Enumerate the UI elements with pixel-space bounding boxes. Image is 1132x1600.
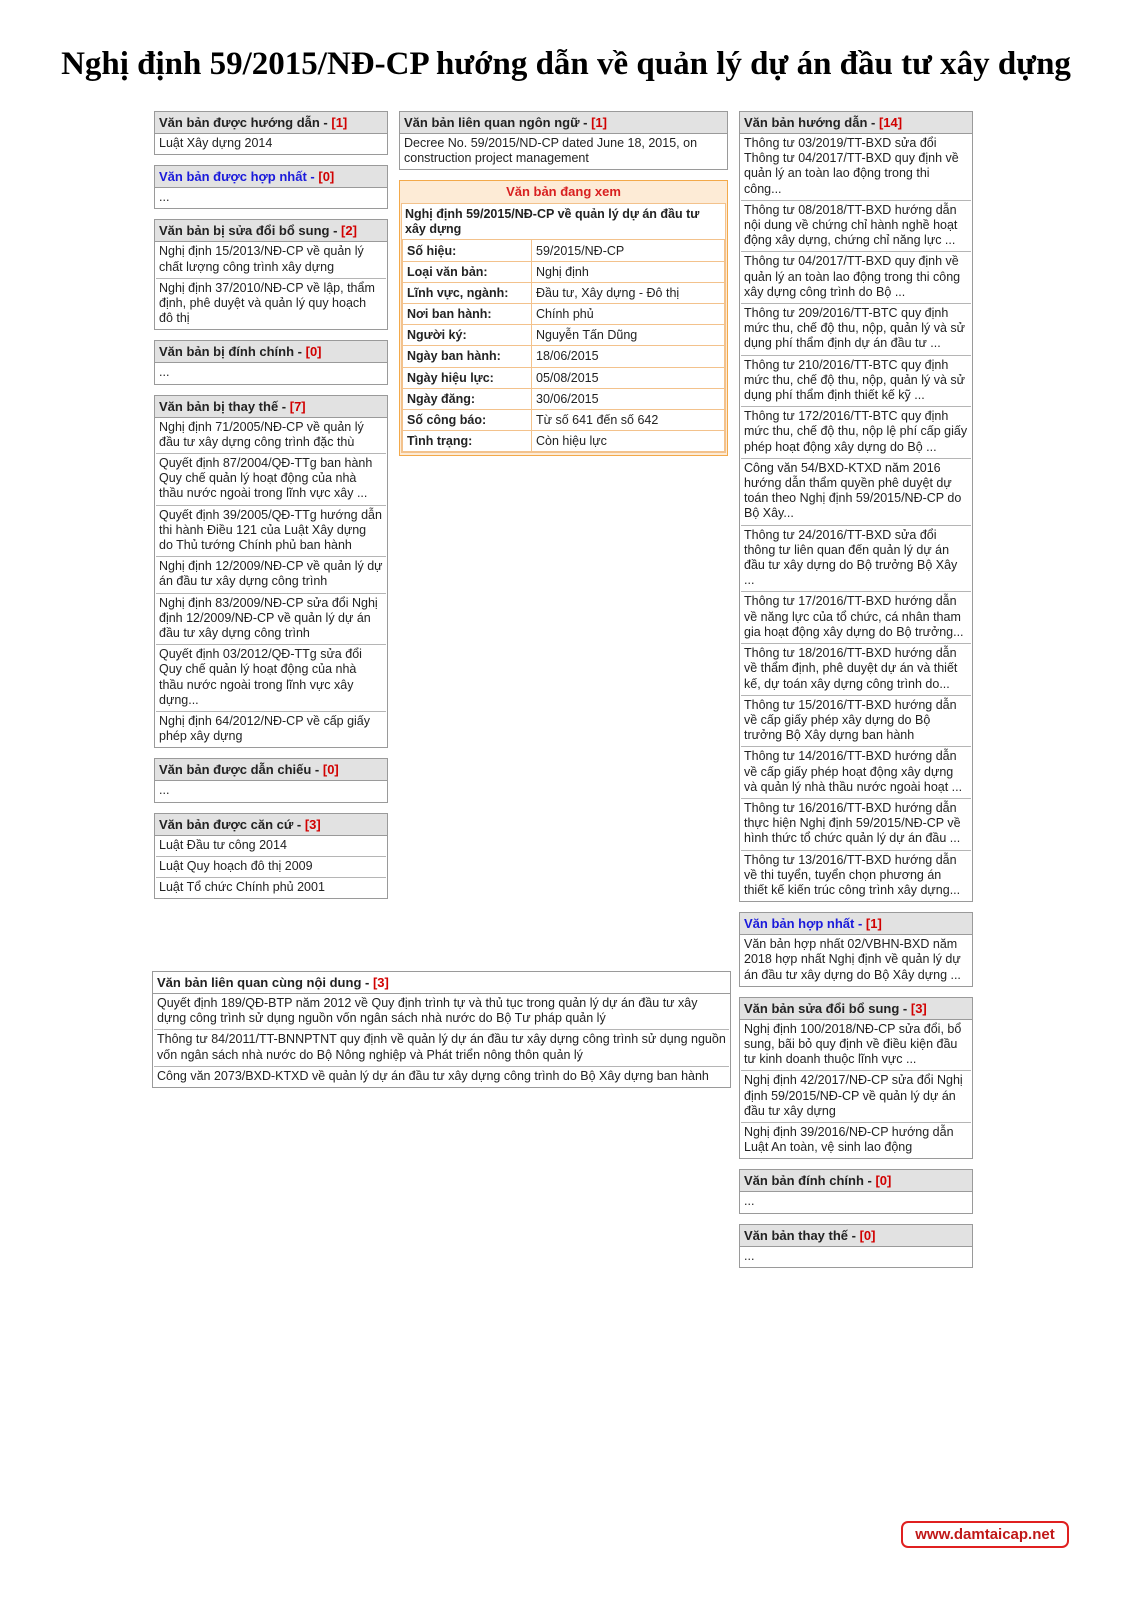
list-item[interactable]: Thông tư 209/2016/TT-BTC quy định mức thu, chế độ thu, nộp, quản lý và sử dụng phí thẩm định dự án đầu tư ... [741, 304, 971, 356]
list-item[interactable]: Luật Tổ chức Chính phủ 2001 [159, 880, 325, 895]
list-item[interactable]: Luật Đầu tư công 2014 [156, 836, 386, 857]
list-item[interactable]: Công văn 54/BXD-KTXD năm 2016 hướng dẫn thẩm quyền phê duyệt dự toán theo Nghị định 59/2015/NĐ-CP do Bộ Xây... [741, 459, 971, 526]
section-header: Văn bản được dẫn chiếu - [0] [155, 759, 387, 781]
section-correcting-docs [739, 1169, 973, 1213]
list-item[interactable]: Công văn 2073/BXD-KTXD về quản lý dự án đầu tư xây dựng công trình do Bộ Xây dựng ban hành [157, 1068, 709, 1083]
list-item[interactable]: Nghị định 83/2009/NĐ-CP sửa đổi Nghị định 12/2009/NĐ-CP về quản lý dự án đầu tư xây dựng công trình [156, 594, 386, 646]
list-item[interactable]: Thông tư 04/2017/TT-BXD quy định về quản lý an toàn lao động trong thi công xây dựng công trình do Bộ ... [741, 252, 971, 304]
list-item[interactable]: Thông tư 24/2016/TT-BXD sửa đổi thông tư liên quan đến quản lý dự án đầu tư xây dựng do Bộ trưởng Bộ Xây ... [741, 526, 971, 593]
section-language-docs [399, 111, 728, 170]
section-header: Văn bản bị đính chính - [0] [155, 341, 387, 363]
list-item[interactable]: Thông tư 84/2011/TT-BNNPTNT quy định về quản lý dự án đầu tư xây dựng công trình sử dụng nguồn vốn ngân sách nhà nước do Bộ Nông nghiệp và Phát triển nông thôn quản lý [154, 1030, 729, 1066]
section-header: Văn bản được căn cứ - [3] [155, 814, 387, 836]
info-row: Loại văn bản: Nghị định [403, 261, 725, 282]
current-document-body [401, 203, 726, 453]
section-header: Văn bản hướng dẫn - [14] [740, 112, 972, 134]
list-item[interactable]: Thông tư 17/2016/TT-BXD hướng dẫn về năng lực của tổ chức, cá nhân tham gia hoạt động xây dựng do Bộ trưởng... [741, 592, 971, 644]
section-guided-docs [154, 111, 388, 155]
current-document-header: Văn bản đang xem [506, 184, 621, 200]
list-item[interactable]: Văn bản hợp nhất 02/VBHN-BXD năm 2018 hợp nhất Nghị định về quản lý dự án đầu tư xây dựng do Bộ Xây dựng ... [744, 937, 961, 982]
info-row: Số công báo: Từ số 641 đến số 642 [403, 409, 725, 430]
section-guiding-docs [739, 111, 973, 902]
related-content-column [152, 971, 731, 1098]
list-item[interactable]: Quyết định 87/2004/QĐ-TTg ban hành Quy chế quản lý hoạt động của nhà thầu nước ngoài trong lĩnh vực xây ... [156, 454, 386, 506]
list-item[interactable]: Nghị định 71/2005/NĐ-CP về quản lý đầu tư xây dựng công trình đặc thù [156, 418, 386, 454]
section-header: Văn bản hợp nhất - [1] [740, 913, 972, 935]
section-header: Văn bản bị sửa đổi bổ sung - [2] [155, 220, 387, 242]
info-row: Ngày hiệu lực: 05/08/2015 [403, 367, 725, 388]
info-row: Nơi ban hành: Chính phủ [403, 303, 725, 324]
list-item[interactable]: Luật Xây dựng 2014 [159, 136, 273, 150]
info-row: Tình trạng: Còn hiệu lực [403, 431, 725, 452]
section-header: Văn bản được hướng dẫn - [1] [155, 112, 387, 134]
list-item[interactable]: Nghị định 100/2018/NĐ-CP sửa đổi, bổ sung, bãi bỏ quy định về điều kiện đầu tư kinh doanh thuộc lĩnh vực ... [741, 1020, 971, 1072]
list-item[interactable]: Nghị định 64/2012/NĐ-CP về cấp giấy phép xây dựng [159, 714, 371, 744]
list-item[interactable]: Decree No. 59/2015/ND-CP dated June 18, 2015, on construction project management [404, 136, 698, 166]
list-item[interactable]: Thông tư 08/2018/TT-BXD hướng dẫn nội dung về chứng chỉ hành nghề hoạt động xây dựng, chứng chỉ năng lực ... [741, 201, 971, 253]
list-item[interactable]: Luật Quy hoạch đô thị 2009 [156, 857, 386, 878]
section-header: Văn bản thay thế - [0] [740, 1225, 972, 1247]
list-item: ... [744, 1248, 755, 1263]
section-header: Văn bản liên quan cùng nội dung - [3] [153, 972, 730, 994]
section-replaced-docs [154, 395, 388, 749]
list-item[interactable]: Nghị định 37/2010/NĐ-CP về lập, thẩm định, phê duyệt và quản lý quy hoạch đô thị [159, 280, 375, 326]
section-header: Văn bản sửa đổi bổ sung - [3] [740, 998, 972, 1020]
section-consolidated-docs [154, 165, 388, 209]
document-info-table [402, 239, 725, 452]
list-item[interactable]: Quyết định 39/2005/QĐ-TTg hướng dẫn thi hành Điều 121 của Luật Xây dựng do Thủ tướng Chính phủ ban hành [156, 506, 386, 558]
list-item[interactable]: Thông tư 14/2016/TT-BXD hướng dẫn về cấp giấy phép hoạt động xây dựng và quản lý nhà thầu nước ngoài hoạt ... [741, 747, 971, 799]
list-item: ... [744, 1194, 755, 1209]
section-replacing-docs [739, 1224, 973, 1268]
section-amending-docs [739, 997, 973, 1160]
current-document-panel [399, 180, 728, 456]
list-item[interactable]: Thông tư 15/2016/TT-BXD hướng dẫn về cấp giấy phép xây dựng do Bộ trưởng Bộ Xây dựng ban hành [741, 696, 971, 748]
list-item: ... [159, 365, 170, 380]
list-item[interactable]: Thông tư 03/2019/TT-BXD sửa đổi Thông tư 04/2017/TT-BXD quy định về quản lý an toàn lao động trong thi công... [741, 134, 971, 201]
section-header: Văn bản bị thay thế - [7] [155, 396, 387, 418]
list-item[interactable]: Nghị định 39/2016/NĐ-CP hướng dẫn Luật An toàn, vệ sinh lao động [744, 1124, 954, 1155]
list-item[interactable]: Nghị định 15/2013/NĐ-CP về quản lý chất lượng công trình xây dựng [156, 242, 386, 278]
list-item[interactable]: Nghị định 42/2017/NĐ-CP sửa đổi Nghị định 59/2015/NĐ-CP về quản lý dự án đầu tư xây dựng [741, 1071, 971, 1123]
list-item[interactable]: Thông tư 172/2016/TT-BTC quy định mức thu, chế độ thu, nộp lệ phí cấp giấy phép hoạt động xây dựng do Bộ ... [741, 407, 971, 459]
section-amended-docs [154, 219, 388, 330]
list-item[interactable]: Thông tư 16/2016/TT-BXD hướng dẫn thực hiện Nghị định 59/2015/NĐ-CP về hình thức tổ chức quản lý dự án đầu ... [741, 799, 971, 851]
info-row: Lĩnh vực, ngành: Đầu tư, Xây dựng - Đô thị [403, 282, 725, 303]
middle-column [399, 111, 728, 456]
info-row: Người ký: Nguyễn Tấn Dũng [403, 325, 725, 346]
page-title: Nghị định 59/2015/NĐ-CP hướng dẫn về quản lý dự án đầu tư xây dựng [61, 46, 1071, 82]
list-item[interactable]: Quyết định 03/2012/QĐ-TTg sửa đổi Quy chế quản lý hoạt động của nhà thầu nước ngoài trong lĩnh vực xây dựng... [156, 645, 386, 712]
section-header: Văn bản đính chính - [0] [740, 1170, 972, 1192]
list-item: ... [159, 783, 170, 798]
right-column [739, 111, 973, 1278]
section-header: Văn bản được hợp nhất - [0] [155, 166, 387, 188]
list-item[interactable]: Thông tư 18/2016/TT-BXD hướng dẫn về thẩm định, phê duyệt dự án và thiết kế, dự toán xây dựng công trình do... [741, 644, 971, 696]
list-item[interactable]: Thông tư 210/2016/TT-BTC quy định mức thu, chế độ thu, nộp, quản lý và sử dụng phí thẩm định thiết kế kỹ ... [741, 356, 971, 408]
section-related-content-docs [152, 971, 731, 1088]
section-corrected-docs [154, 340, 388, 384]
section-consolidating-docs [739, 912, 973, 987]
section-header: Văn bản liên quan ngôn ngữ - [1] [400, 112, 727, 134]
info-row: Ngày đăng: 30/06/2015 [403, 388, 725, 409]
list-item[interactable]: Thông tư 13/2016/TT-BXD hướng dẫn về thi tuyển, tuyển chọn phương án thiết kế kiến trúc công trình xây dựng... [744, 852, 961, 897]
current-document-title: Nghị định 59/2015/NĐ-CP về quản lý dự án đầu tư xây dựng [405, 207, 700, 237]
left-column [154, 111, 388, 909]
section-referenced-docs [154, 758, 388, 802]
site-watermark: www.damtaicap.net [901, 1521, 1069, 1548]
list-item[interactable]: Quyết định 189/QĐ-BTP năm 2012 về Quy định trình tự và thủ tục trong quản lý dự án đầu tư xây dựng công trình sử dụng nguồn vốn ngân sách nhà nước do Bộ Tư pháp quản lý [154, 994, 729, 1030]
info-row: Ngày ban hành: 18/06/2015 [403, 346, 725, 367]
list-item[interactable]: Nghị định 12/2009/NĐ-CP về quản lý dự án đầu tư xây dựng công trình [156, 557, 386, 593]
section-basis-docs [154, 813, 388, 900]
list-item: ... [159, 190, 170, 205]
info-row: Số hiệu: 59/2015/NĐ-CP [403, 240, 725, 261]
